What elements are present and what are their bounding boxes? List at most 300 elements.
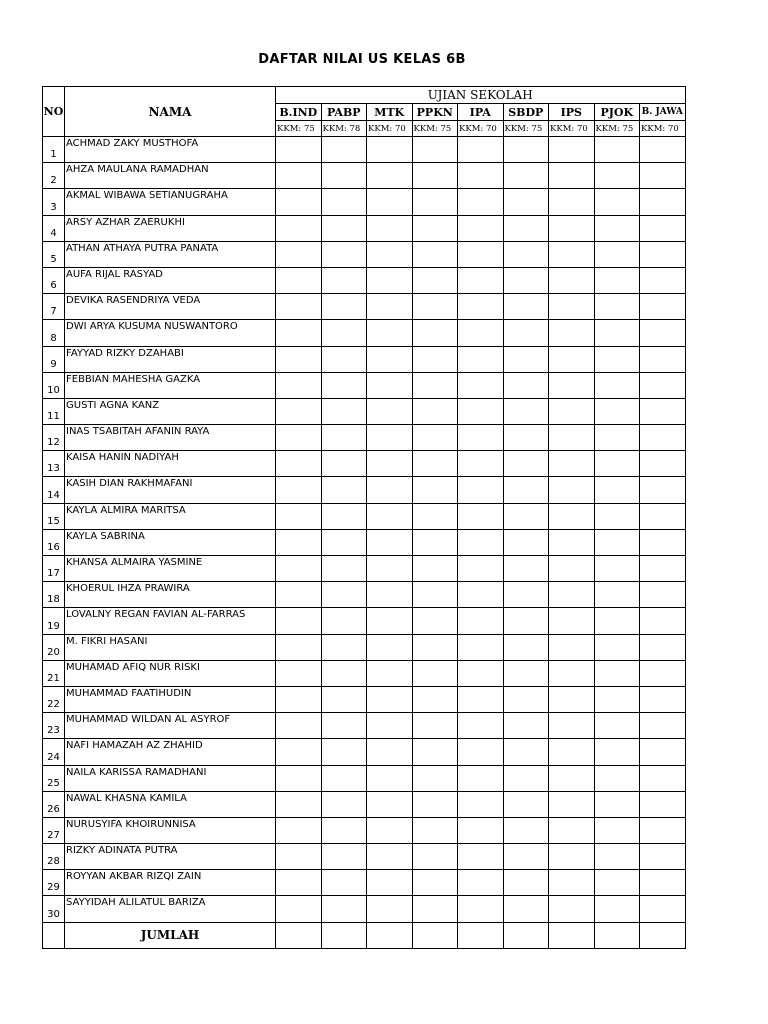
table-row <box>43 844 686 870</box>
grade-cell[interactable] <box>321 425 367 451</box>
row-number: 28 <box>43 844 65 870</box>
grade-cell[interactable] <box>458 398 504 424</box>
grade-cell[interactable] <box>640 582 686 608</box>
grade-cell[interactable] <box>321 608 367 634</box>
grade-cell[interactable] <box>503 477 549 503</box>
grade-cell[interactable] <box>640 372 686 398</box>
grade-cell[interactable] <box>321 137 367 163</box>
grade-cell[interactable] <box>549 137 595 163</box>
grade-cell[interactable] <box>594 189 640 215</box>
grade-cell[interactable] <box>549 215 595 241</box>
grade-cell[interactable] <box>367 844 413 870</box>
grade-cell[interactable] <box>503 713 549 739</box>
grade-cell[interactable] <box>594 582 640 608</box>
grade-cell[interactable] <box>549 765 595 791</box>
grade-cell[interactable] <box>458 896 504 922</box>
grade-cell[interactable] <box>367 398 413 424</box>
grade-cell[interactable] <box>458 739 504 765</box>
grade-cell[interactable] <box>640 739 686 765</box>
grade-cell[interactable] <box>367 529 413 555</box>
grade-cell[interactable] <box>458 686 504 712</box>
grade-cell[interactable] <box>321 189 367 215</box>
grade-cell[interactable] <box>549 817 595 843</box>
grade-cell[interactable] <box>367 582 413 608</box>
grade-cell[interactable] <box>367 267 413 293</box>
grade-cell[interactable] <box>276 451 322 477</box>
grade-cell[interactable] <box>458 608 504 634</box>
grade-cell[interactable] <box>321 503 367 529</box>
grade-cell[interactable] <box>321 529 367 555</box>
grade-cell[interactable] <box>276 529 322 555</box>
grade-cell[interactable] <box>412 713 458 739</box>
grade-cell[interactable] <box>367 346 413 372</box>
grade-cell[interactable] <box>367 241 413 267</box>
grade-cell[interactable] <box>549 451 595 477</box>
grade-cell[interactable] <box>321 765 367 791</box>
grade-cell[interactable] <box>503 294 549 320</box>
grade-cell[interactable] <box>321 713 367 739</box>
grade-cell[interactable] <box>321 215 367 241</box>
grade-cell[interactable] <box>321 163 367 189</box>
grade-cell[interactable] <box>594 608 640 634</box>
grade-cell[interactable] <box>367 870 413 896</box>
grade-cell[interactable] <box>503 372 549 398</box>
grade-cell[interactable] <box>321 870 367 896</box>
grade-cell[interactable] <box>458 713 504 739</box>
grade-cell[interactable] <box>503 844 549 870</box>
grade-cell[interactable] <box>276 791 322 817</box>
grade-cell[interactable] <box>276 163 322 189</box>
grade-cell[interactable] <box>549 503 595 529</box>
grade-cell[interactable] <box>549 896 595 922</box>
grade-cell[interactable] <box>640 896 686 922</box>
grade-cell[interactable] <box>367 634 413 660</box>
grade-cell[interactable] <box>321 686 367 712</box>
grade-cell[interactable] <box>412 896 458 922</box>
student-name: MUHAMAD AFIQ NUR RISKI <box>65 660 276 686</box>
grade-cell[interactable] <box>549 713 595 739</box>
grade-cell[interactable] <box>640 241 686 267</box>
grade-cell[interactable] <box>503 608 549 634</box>
grade-cell[interactable] <box>321 372 367 398</box>
jumlah-cell[interactable] <box>503 922 549 948</box>
grade-cell[interactable] <box>412 320 458 346</box>
table-row <box>43 739 686 765</box>
grade-cell[interactable] <box>594 844 640 870</box>
grade-cell[interactable] <box>321 346 367 372</box>
grade-cell[interactable] <box>549 634 595 660</box>
grade-cell[interactable] <box>549 267 595 293</box>
grade-cell[interactable] <box>412 163 458 189</box>
grade-cell[interactable] <box>594 215 640 241</box>
grade-cell[interactable] <box>549 870 595 896</box>
grade-cell[interactable] <box>412 294 458 320</box>
grade-cell[interactable] <box>640 556 686 582</box>
grade-cell[interactable] <box>458 189 504 215</box>
grade-cell[interactable] <box>549 189 595 215</box>
jumlah-cell[interactable] <box>321 922 367 948</box>
grade-cell[interactable] <box>458 163 504 189</box>
grade-cell[interactable] <box>367 608 413 634</box>
grade-cell[interactable] <box>503 739 549 765</box>
grade-cell[interactable] <box>412 844 458 870</box>
grade-cell[interactable] <box>321 320 367 346</box>
grade-cell[interactable] <box>412 529 458 555</box>
grade-cell[interactable] <box>412 137 458 163</box>
subject-header-bind: B.IND <box>276 104 322 121</box>
grade-cell[interactable] <box>321 451 367 477</box>
jumlah-cell[interactable] <box>549 922 595 948</box>
grade-cell[interactable] <box>640 686 686 712</box>
grade-cell[interactable] <box>549 608 595 634</box>
grade-cell[interactable] <box>412 241 458 267</box>
grade-cell[interactable] <box>594 634 640 660</box>
grade-cell[interactable] <box>412 189 458 215</box>
grade-cell[interactable] <box>594 163 640 189</box>
grade-cell[interactable] <box>321 398 367 424</box>
grade-cell[interactable] <box>503 346 549 372</box>
student-name: DWI ARYA KUSUMA NUSWANTORO <box>65 320 276 346</box>
grade-cell[interactable] <box>594 791 640 817</box>
grade-cell[interactable] <box>458 660 504 686</box>
grade-cell[interactable] <box>412 686 458 712</box>
grade-cell[interactable] <box>412 870 458 896</box>
grade-cell[interactable] <box>458 844 504 870</box>
grade-cell[interactable] <box>276 346 322 372</box>
grade-cell[interactable] <box>503 765 549 791</box>
grade-cell[interactable] <box>594 294 640 320</box>
grade-cell[interactable] <box>412 215 458 241</box>
grade-cell[interactable] <box>640 267 686 293</box>
grade-cell[interactable] <box>321 582 367 608</box>
grade-cell[interactable] <box>412 791 458 817</box>
grade-cell[interactable] <box>503 267 549 293</box>
grade-cell[interactable] <box>503 503 549 529</box>
grade-cell[interactable] <box>640 870 686 896</box>
grade-cell[interactable] <box>276 634 322 660</box>
grade-cell[interactable] <box>367 896 413 922</box>
grade-cell[interactable] <box>412 398 458 424</box>
grade-cell[interactable] <box>367 372 413 398</box>
grade-cell[interactable] <box>276 844 322 870</box>
grade-cell[interactable] <box>276 556 322 582</box>
grade-cell[interactable] <box>276 189 322 215</box>
grade-cell[interactable] <box>594 398 640 424</box>
grade-cell[interactable] <box>549 372 595 398</box>
grade-cell[interactable] <box>458 215 504 241</box>
row-number: 26 <box>43 791 65 817</box>
grade-cell[interactable] <box>640 765 686 791</box>
grade-cell[interactable] <box>458 765 504 791</box>
grade-cell[interactable] <box>503 163 549 189</box>
grade-cell[interactable] <box>321 556 367 582</box>
grade-cell[interactable] <box>503 398 549 424</box>
grade-cell[interactable] <box>321 634 367 660</box>
grade-cell[interactable] <box>367 477 413 503</box>
grade-cell[interactable] <box>412 346 458 372</box>
grade-cell[interactable] <box>503 686 549 712</box>
grade-cell[interactable] <box>458 451 504 477</box>
grade-cell[interactable] <box>367 425 413 451</box>
grade-cell[interactable] <box>412 556 458 582</box>
grade-cell[interactable] <box>412 660 458 686</box>
grade-cell[interactable] <box>458 817 504 843</box>
grade-cell[interactable] <box>321 660 367 686</box>
grade-cell[interactable] <box>503 451 549 477</box>
kkm-bind: KKM: 75 <box>276 121 322 137</box>
grade-cell[interactable] <box>549 346 595 372</box>
grade-cell[interactable] <box>276 686 322 712</box>
grade-cell[interactable] <box>367 294 413 320</box>
grade-cell[interactable] <box>549 477 595 503</box>
grade-cell[interactable] <box>640 791 686 817</box>
grade-cell[interactable] <box>321 267 367 293</box>
grade-cell[interactable] <box>367 137 413 163</box>
grade-cell[interactable] <box>367 189 413 215</box>
grade-cell[interactable] <box>276 608 322 634</box>
grade-cell[interactable] <box>503 425 549 451</box>
grade-cell[interactable] <box>594 686 640 712</box>
grade-cell[interactable] <box>640 608 686 634</box>
jumlah-cell[interactable] <box>367 922 413 948</box>
grade-cell[interactable] <box>503 215 549 241</box>
grade-cell[interactable] <box>458 267 504 293</box>
grade-cell[interactable] <box>412 582 458 608</box>
table-row <box>43 241 686 267</box>
grade-cell[interactable] <box>549 163 595 189</box>
grade-cell[interactable] <box>276 320 322 346</box>
grade-cell[interactable] <box>412 372 458 398</box>
grade-cell[interactable] <box>276 137 322 163</box>
grade-cell[interactable] <box>549 320 595 346</box>
grade-cell[interactable] <box>549 660 595 686</box>
grade-cell[interactable] <box>276 896 322 922</box>
grade-cell[interactable] <box>367 320 413 346</box>
grade-cell[interactable] <box>276 582 322 608</box>
grade-cell[interactable] <box>458 529 504 555</box>
grade-cell[interactable] <box>276 425 322 451</box>
grade-cell[interactable] <box>321 817 367 843</box>
grade-cell[interactable] <box>503 137 549 163</box>
grade-cell[interactable] <box>367 791 413 817</box>
grade-cell[interactable] <box>458 241 504 267</box>
grade-cell[interactable] <box>594 320 640 346</box>
jumlah-cell[interactable] <box>594 922 640 948</box>
grade-cell[interactable] <box>412 608 458 634</box>
grade-cell[interactable] <box>503 634 549 660</box>
grade-cell[interactable] <box>640 320 686 346</box>
grade-cell[interactable] <box>458 320 504 346</box>
grade-cell[interactable] <box>367 686 413 712</box>
grade-cell[interactable] <box>640 189 686 215</box>
grade-cell[interactable] <box>594 556 640 582</box>
grade-cell[interactable] <box>458 477 504 503</box>
grade-cell[interactable] <box>640 215 686 241</box>
subject-header-ips: IPS <box>549 104 595 121</box>
grade-cell[interactable] <box>276 765 322 791</box>
grade-cell[interactable] <box>458 425 504 451</box>
grade-cell[interactable] <box>412 267 458 293</box>
grade-cell[interactable] <box>549 844 595 870</box>
grade-cell[interactable] <box>503 556 549 582</box>
grade-cell[interactable] <box>458 294 504 320</box>
grade-cell[interactable] <box>458 870 504 896</box>
grade-cell[interactable] <box>412 634 458 660</box>
table-row <box>43 163 686 189</box>
grade-cell[interactable] <box>640 398 686 424</box>
grade-cell[interactable] <box>321 241 367 267</box>
grade-cell[interactable] <box>276 503 322 529</box>
grade-cell[interactable] <box>276 398 322 424</box>
grade-cell[interactable] <box>503 896 549 922</box>
grade-cell[interactable] <box>276 713 322 739</box>
grade-cell[interactable] <box>549 686 595 712</box>
grade-cell[interactable] <box>412 477 458 503</box>
grade-cell[interactable] <box>367 215 413 241</box>
grade-cell[interactable] <box>412 451 458 477</box>
grade-cell[interactable] <box>549 791 595 817</box>
grade-cell[interactable] <box>276 372 322 398</box>
jumlah-cell[interactable] <box>276 922 322 948</box>
grade-cell[interactable] <box>503 817 549 843</box>
grade-cell[interactable] <box>640 346 686 372</box>
grade-cell[interactable] <box>503 582 549 608</box>
grade-cell[interactable] <box>640 137 686 163</box>
grade-cell[interactable] <box>321 844 367 870</box>
grade-cell[interactable] <box>594 896 640 922</box>
grade-cell[interactable] <box>458 634 504 660</box>
grade-cell[interactable] <box>640 163 686 189</box>
grade-cell[interactable] <box>321 739 367 765</box>
student-name: ARSY AZHAR ZAERUKHI <box>65 215 276 241</box>
grade-cell[interactable] <box>503 791 549 817</box>
student-name: AKMAL WIBAWA SETIANUGRAHA <box>65 189 276 215</box>
grade-cell[interactable] <box>594 765 640 791</box>
grade-cell[interactable] <box>640 294 686 320</box>
grade-cell[interactable] <box>594 503 640 529</box>
grade-cell[interactable] <box>412 817 458 843</box>
grade-cell[interactable] <box>594 739 640 765</box>
row-number: 7 <box>43 294 65 320</box>
jumlah-cell[interactable] <box>640 922 686 948</box>
table-row <box>43 713 686 739</box>
grade-cell[interactable] <box>640 660 686 686</box>
grade-cell[interactable] <box>549 425 595 451</box>
jumlah-cell[interactable] <box>412 922 458 948</box>
grade-cell[interactable] <box>594 713 640 739</box>
row-number: 22 <box>43 686 65 712</box>
grade-cell[interactable] <box>640 529 686 555</box>
jumlah-cell[interactable] <box>458 922 504 948</box>
grade-cell[interactable] <box>640 425 686 451</box>
grade-cell[interactable] <box>321 294 367 320</box>
grade-cell[interactable] <box>367 765 413 791</box>
grade-cell[interactable] <box>549 529 595 555</box>
grade-cell[interactable] <box>458 346 504 372</box>
grade-cell[interactable] <box>640 451 686 477</box>
grade-cell[interactable] <box>640 634 686 660</box>
grade-cell[interactable] <box>594 477 640 503</box>
grade-cell[interactable] <box>276 241 322 267</box>
grade-cell[interactable] <box>594 660 640 686</box>
grade-cell[interactable] <box>549 241 595 267</box>
grade-cell[interactable] <box>276 739 322 765</box>
grade-cell[interactable] <box>367 503 413 529</box>
student-name: KHOERUL IHZA PRAWIRA <box>65 582 276 608</box>
grade-cell[interactable] <box>503 870 549 896</box>
grade-cell[interactable] <box>640 503 686 529</box>
grade-cell[interactable] <box>594 346 640 372</box>
grade-cell[interactable] <box>594 425 640 451</box>
grade-cell[interactable] <box>458 556 504 582</box>
grade-cell[interactable] <box>276 267 322 293</box>
grade-cell[interactable] <box>549 294 595 320</box>
grade-cell[interactable] <box>412 503 458 529</box>
grade-cell[interactable] <box>594 817 640 843</box>
grade-cell[interactable] <box>458 137 504 163</box>
grade-cell[interactable] <box>458 791 504 817</box>
grade-cell[interactable] <box>640 713 686 739</box>
grade-cell[interactable] <box>594 529 640 555</box>
grade-cell[interactable] <box>276 294 322 320</box>
grade-cell[interactable] <box>458 372 504 398</box>
grade-cell[interactable] <box>367 713 413 739</box>
grade-cell[interactable] <box>594 267 640 293</box>
grade-cell[interactable] <box>549 556 595 582</box>
grade-cell[interactable] <box>276 215 322 241</box>
grade-cell[interactable] <box>276 477 322 503</box>
grade-cell[interactable] <box>503 529 549 555</box>
grade-cell[interactable] <box>321 791 367 817</box>
grade-cell[interactable] <box>594 137 640 163</box>
grade-cell[interactable] <box>367 817 413 843</box>
grade-cell[interactable] <box>367 163 413 189</box>
grade-cell[interactable] <box>503 660 549 686</box>
grade-cell[interactable] <box>640 477 686 503</box>
grade-cell[interactable] <box>594 241 640 267</box>
grade-cell[interactable] <box>503 320 549 346</box>
row-number: 29 <box>43 870 65 896</box>
grade-cell[interactable] <box>549 398 595 424</box>
grade-cell[interactable] <box>458 503 504 529</box>
grade-cell[interactable] <box>503 241 549 267</box>
grade-cell[interactable] <box>367 556 413 582</box>
grade-cell[interactable] <box>321 896 367 922</box>
grade-cell[interactable] <box>367 451 413 477</box>
grades-table <box>42 86 686 949</box>
grade-cell[interactable] <box>594 372 640 398</box>
grade-cell[interactable] <box>276 870 322 896</box>
grade-cell[interactable] <box>321 477 367 503</box>
grade-cell[interactable] <box>367 739 413 765</box>
grade-cell[interactable] <box>458 582 504 608</box>
grade-cell[interactable] <box>640 817 686 843</box>
student-name: AUFA RIJAL RASYAD <box>65 267 276 293</box>
grade-cell[interactable] <box>640 844 686 870</box>
grade-cell[interactable] <box>412 765 458 791</box>
grade-cell[interactable] <box>276 817 322 843</box>
grade-cell[interactable] <box>549 739 595 765</box>
grade-cell[interactable] <box>412 425 458 451</box>
grade-cell[interactable] <box>594 870 640 896</box>
grade-cell[interactable] <box>276 660 322 686</box>
grade-cell[interactable] <box>549 582 595 608</box>
grade-cell[interactable] <box>503 189 549 215</box>
row-number: 24 <box>43 739 65 765</box>
grade-cell[interactable] <box>594 451 640 477</box>
grade-cell[interactable] <box>412 739 458 765</box>
grade-cell[interactable] <box>367 660 413 686</box>
